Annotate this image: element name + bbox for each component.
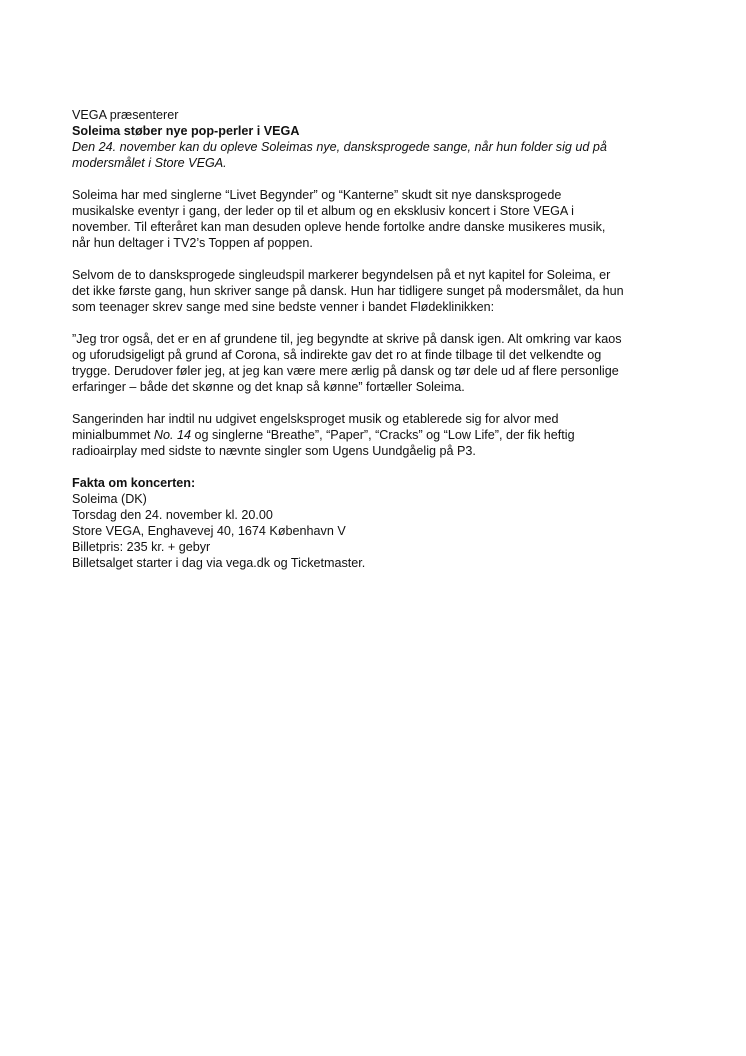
body-paragraph-1 — [72, 187, 680, 251]
lead-line: Den 24. november kan du opleve Soleimas nye, dansksprogede sange, når hun folder sig ud på — [72, 140, 607, 154]
presenter-line — [72, 107, 680, 123]
paragraph-line: radioairplay med sidste to nævnte singler som Ugens Uundgåelig på P3. — [72, 444, 476, 458]
spacer — [72, 315, 680, 331]
paragraph-line: Sangerinden har indtil nu udgivet engelsksproget musik og etablerede sig for alvor med — [72, 412, 559, 426]
presenter-text: VEGA præsenterer — [72, 108, 179, 122]
spacer — [72, 395, 680, 411]
facts-venue — [72, 523, 680, 539]
facts-heading-text: Fakta om koncerten: — [72, 476, 196, 490]
facts-artist — [72, 491, 680, 507]
paragraph-line: musikalske eventyr i gang, der leder op til et album og en eksklusiv koncert i Store VEGA i — [72, 204, 574, 218]
paragraph-line: Selvom de to dansksprogede singleudspil markerer begyndelsen på et nyt kapitel for Soleima, er — [72, 268, 611, 282]
lead-line: modersmålet i Store VEGA. — [72, 156, 227, 170]
facts-heading — [72, 475, 680, 491]
paragraph-text: minialbummet — [72, 428, 154, 442]
facts-line: Billetsalget starter i dag via vega.dk og Ticketmaster. — [72, 556, 366, 570]
press-release — [72, 107, 680, 571]
facts-line: Torsdag den 24. november kl. 20.00 — [72, 508, 273, 522]
spacer — [72, 459, 680, 475]
lead-paragraph — [72, 139, 680, 171]
paragraph-line: og uforudsigeligt på grund af Corona, så indirekte gav det ro at finde tilbage til det velkendte og — [72, 348, 602, 362]
facts-price — [72, 539, 680, 555]
facts-sales — [72, 555, 680, 571]
body-paragraph-4 — [72, 411, 680, 459]
paragraph-line: erfaringer – både det skønne og det knap så kønne” fortæller Soleima. — [72, 380, 465, 394]
paragraph-line: det ikke første gang, hun skriver sange på dansk. Hun har tidligere sunget på modersmålet, da hun — [72, 284, 624, 298]
headline — [72, 123, 680, 139]
paragraph-text: og singlerne “Breathe”, “Paper”, “Cracks” og “Low Life”, der fik heftig — [191, 428, 575, 442]
facts-line: Billetpris: 235 kr. + gebyr — [72, 540, 211, 554]
paragraph-line: Soleima har med singlerne “Livet Begynder” og “Kanterne” skudt sit nye dansksprogede — [72, 188, 562, 202]
spacer — [72, 171, 680, 187]
paragraph-line: trygge. Derudover føler jeg, at jeg kan være mere ærlig på dansk og tør dele ud af flere personlige — [72, 364, 619, 378]
facts-line: Store VEGA, Enghavevej 40, 1674 København V — [72, 524, 346, 538]
paragraph-line: november. Til efteråret kan man desuden opleve hende fortolke andre danske musikeres musik, — [72, 220, 606, 234]
headline-text: Soleima støber nye pop-perler i VEGA — [72, 124, 300, 138]
paragraph-line: som teenager skrev sange med sine bedste venner i bandet Flødeklinikken: — [72, 300, 495, 314]
paragraph-line — [72, 427, 680, 443]
facts-section — [72, 475, 680, 571]
facts-date — [72, 507, 680, 523]
spacer — [72, 251, 680, 267]
body-paragraph-2 — [72, 267, 680, 315]
paragraph-line: ”Jeg tror også, det er en af grundene til, jeg begyndte at skrive på dansk igen. Alt omkring var kaos — [72, 332, 622, 346]
quote-paragraph — [72, 331, 680, 395]
facts-line: Soleima (DK) — [72, 492, 147, 506]
album-title: No. 14 — [153, 428, 191, 442]
paragraph-line: når hun deltager i TV2’s Toppen af poppen. — [72, 236, 313, 250]
